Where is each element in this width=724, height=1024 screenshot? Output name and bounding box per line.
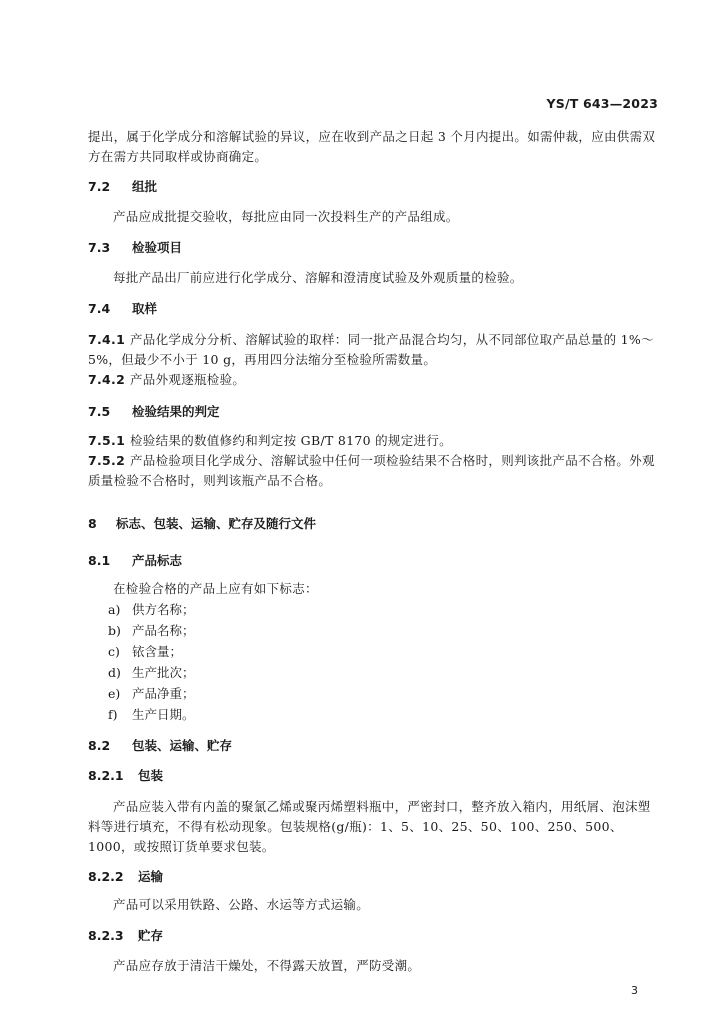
clause-7-4-1 <box>88 330 660 370</box>
list-item-text: 铱含量； <box>132 644 183 659</box>
section-7-2-heading <box>88 177 157 195</box>
list-item-label: f) <box>108 707 118 722</box>
section-7-3-heading <box>88 238 182 256</box>
section-8-2-3-text: 产品应存放于清洁干燥处，不得露天放置，严防受潮。 <box>113 958 421 973</box>
section-title: 组批 <box>132 179 158 194</box>
section-number: 7.3 <box>88 240 111 255</box>
list-item <box>108 600 195 618</box>
section-title: 取样 <box>132 301 158 316</box>
clause-7-4-2 <box>88 370 660 390</box>
list-item-text: 产品净重； <box>132 686 195 701</box>
list-item <box>108 663 195 681</box>
list-item-label: a) <box>108 602 121 617</box>
section-title: 产品标志 <box>132 553 183 568</box>
section-number: 8.2 <box>88 738 111 753</box>
section-7-4-heading <box>88 299 157 317</box>
list-item-label: c) <box>108 644 120 659</box>
clause-text: 产品检验项目化学成分、溶解试验中任何一项检验结果不合格时，则判该批产品不合格。外观质量检验不合格时，则判该瓶产品不合格。 <box>88 453 655 488</box>
section-8-2-1-text: 产品应装入带有内盖的聚氯乙烯或聚丙烯塑料瓶中，严密封口，整齐放入箱内，用纸屑、泡沫塑料等进行填充，不得有松动现象。包装规格(g/瓶)：1、5、10、25、50、100、250、500、1000，或按照订货单要求包装。 <box>88 799 651 854</box>
section-title: 包装 <box>138 768 164 783</box>
standard-number: YS/T 643—2023 <box>546 96 658 111</box>
list-item-text: 供方名称； <box>132 602 195 617</box>
section-8-2-2-text: 产品可以采用铁路、公路、水运等方式运输。 <box>113 897 370 912</box>
section-number: 8.2.3 <box>88 928 124 943</box>
clause-number: 7.5.2 <box>88 453 126 468</box>
page-number: 3 <box>631 984 638 997</box>
section-8-2-1-heading <box>88 766 163 784</box>
section-title: 贮存 <box>138 928 164 943</box>
section-number: 8.2.1 <box>88 768 124 783</box>
section-number: 8.1 <box>88 553 111 568</box>
list-item-text: 生产日期。 <box>132 707 195 722</box>
clause-number: 7.4.1 <box>88 332 126 347</box>
section-8-2-3-heading <box>88 926 163 944</box>
chapter-title: 标志、包装、运输、贮存及随行文件 <box>116 516 317 531</box>
section-title: 检验结果的判定 <box>132 404 220 419</box>
clause-number: 7.4.2 <box>88 372 126 387</box>
clause-number: 7.5.1 <box>88 433 126 448</box>
list-item <box>108 642 182 660</box>
clause-text: 产品外观逐瓶检验。 <box>130 372 246 387</box>
list-item <box>108 705 195 723</box>
clause-text: 产品化学成分分析、溶解试验的取样：同一批产品混合均匀，从不同部位取产品总量的 1%～5%，但最少不小于 10 g，再用四分法缩分至检验所需数量。 <box>88 332 654 367</box>
list-item <box>108 621 195 639</box>
list-item-label: b) <box>108 623 121 638</box>
intro-paragraph: 提出，属于化学成分和溶解试验的异议，应在收到产品之日起 3 个月内提出。如需仲裁，应由供需双方在需方共同取样或协商确定。 <box>88 129 656 164</box>
chapter-number: 8 <box>88 516 97 531</box>
clause-7-5-1 <box>88 431 660 451</box>
list-item-label: d) <box>108 665 121 680</box>
section-number: 7.2 <box>88 179 111 194</box>
section-number: 8.2.2 <box>88 869 124 884</box>
section-title: 运输 <box>138 869 164 884</box>
section-8-2-heading <box>88 736 232 754</box>
list-item-label: e) <box>108 686 121 701</box>
list-item <box>108 684 195 702</box>
section-title: 包装、运输、贮存 <box>132 738 233 753</box>
section-8-2-2-heading <box>88 867 163 885</box>
section-8-1-intro: 在检验合格的产品上应有如下标志： <box>113 581 318 596</box>
list-item-text: 生产批次； <box>132 665 195 680</box>
section-7-3-text: 每批产品出厂前应进行化学成分、溶解和澄清度试验及外观质量的检验。 <box>113 270 523 285</box>
section-title: 检验项目 <box>132 240 183 255</box>
section-number: 7.5 <box>88 404 111 419</box>
section-7-5-heading <box>88 402 220 420</box>
clause-text: 检验结果的数值修约和判定按 GB/T 8170 的规定进行。 <box>130 433 452 448</box>
list-item-text: 产品名称； <box>132 623 195 638</box>
section-8-1-heading <box>88 551 182 569</box>
section-7-2-text: 产品应成批提交验收，每批应由同一次投料生产的产品组成。 <box>113 209 459 224</box>
chapter-8-heading <box>88 514 316 532</box>
clause-7-5-2 <box>88 451 660 491</box>
section-number: 7.4 <box>88 301 111 316</box>
